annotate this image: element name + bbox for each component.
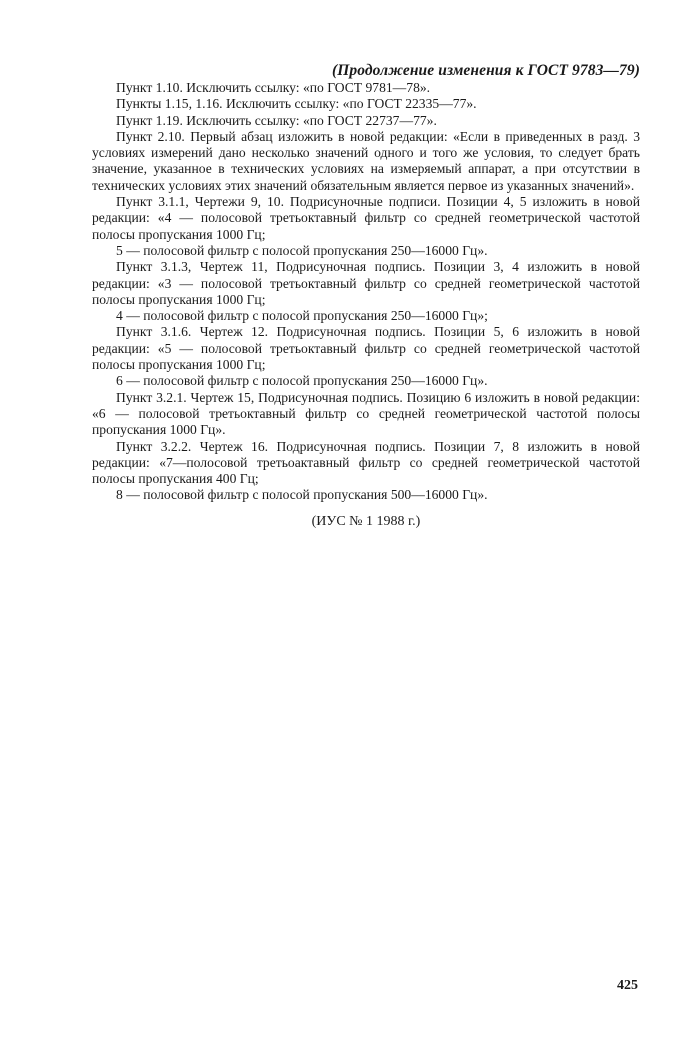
paragraph: Пункт 3.1.1, Чертежи 9, 10. Подрисуночные подписи. Позиции 4, 5 изложить в новой редакции: «4 — полосовой третьоктавный фильтр со средней геометрической частотой полосы пропускания 1000 Гц; — [92, 194, 640, 242]
paragraph: 5 — полосовой фильтр с полосой пропускания 250—16000 Гц». — [116, 242, 488, 258]
paragraph: Пункт 1.19. Исключить ссылку: «по ГОСТ 22737—77». — [116, 112, 437, 128]
citation: (ИУС № 1 1988 г.) — [311, 513, 421, 529]
paragraph: 8 — полосовой фильтр с полосой пропускания 500—16000 Гц». — [116, 487, 488, 503]
paragraph: Пункт 3.2.2. Чертеж 16. Подрисуночная подпись. Позиции 7, 8 изложить в новой редакции: «7—полосовой третьоактавный фильтр со средней геометрической частотой полосы пропускания 400 Гц; — [92, 438, 640, 487]
paragraph: 4 — полосовой фильтр с полосой пропускания 250—16000 Гц»; — [116, 308, 488, 324]
paragraph: Пункт 3.1.6. Чертеж 12. Подрисуночная подпись. Позиции 5, 6 изложить в новой редакции: «5 — полосовой третьоктавный фильтр со средней геометрической частотой полосы пропускания 1000 Гц; — [92, 324, 640, 373]
running-header: (Продолжение изменения к ГОСТ 9783—79) — [331, 62, 640, 79]
paragraph: Пункты 1.15, 1.16. Исключить ссылку: «по ГОСТ 22335—77». — [116, 96, 477, 112]
paragraph: 6 — полосовой фильтр с полосой пропускания 250—16000 Гц». — [116, 373, 488, 389]
paragraph: Пункт 3.1.3, Чертеж 11, Подрисуночная подпись. Позиции 3, 4 изложить в новой редакции: «3 — полосовой третьоктавный фильтр со средней геометрической частотой полосы пропускания 1000 Гц; — [92, 259, 640, 307]
paragraph: Пункт 3.2.1. Чертеж 15, Подрисуночная подпись. Позицию 6 изложить в новой редакции: «6 — полосовой третьоктавный фильтр со средней геометрической частотой полосы пропускания 1000 Гц». — [92, 389, 640, 438]
page-number: 425 — [617, 978, 638, 993]
document-body — [92, 80, 640, 530]
paragraph: Пункт 2.10. Первый абзац изложить в новой редакции: «Если в приведенных в разд. 3 условиях измерений дано несколько значений одного и того же условия, то следует брать значение, указанное в технических условиях на измеряемый аппарат, а при отсутствии в технических условиях этих значений обязательным является первое из указанных значений». — [92, 128, 640, 193]
paragraph: Пункт 1.10. Исключить ссылку: «по ГОСТ 9781—78». — [116, 80, 431, 95]
